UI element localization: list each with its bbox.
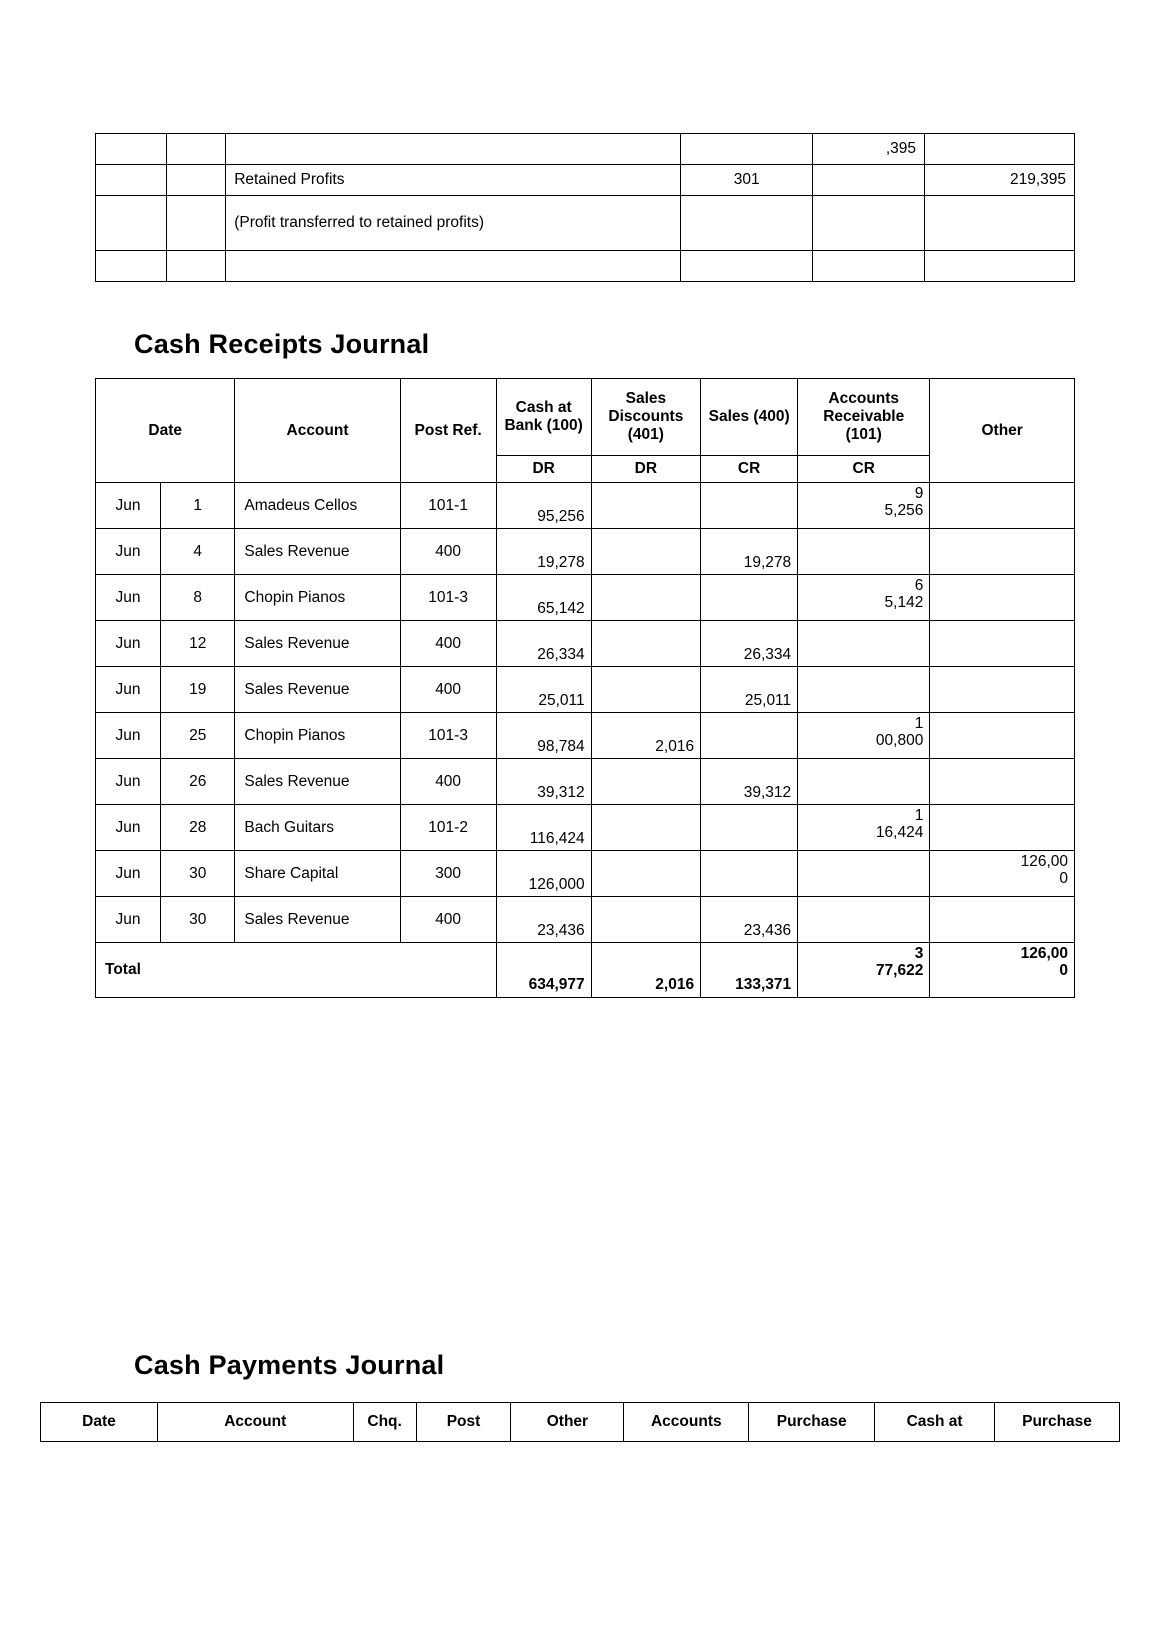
cell-sales: 39,312: [701, 759, 798, 805]
cell-sales: [701, 483, 798, 529]
cell-cash: 23,436: [496, 897, 591, 943]
cell-day: 26: [161, 759, 235, 805]
cell-account: Chopin Pianos: [235, 713, 400, 759]
cell-account: Chopin Pianos: [235, 575, 400, 621]
total-cash: 634,977: [496, 943, 591, 998]
cell-account: [226, 251, 681, 282]
cell-month: Jun: [96, 805, 161, 851]
cell-credit: 219,395: [925, 165, 1075, 196]
cell-day: 30: [161, 851, 235, 897]
cell-discount: [591, 575, 700, 621]
total-other: [930, 943, 1075, 998]
cell-month: Jun: [96, 529, 161, 575]
cell-other-part2: 0: [1059, 870, 1068, 888]
cell-post-ref: 400: [400, 667, 496, 713]
cell-month: Jun: [96, 575, 161, 621]
cell-cash: 126,000: [496, 851, 591, 897]
header-cash-at: Cash at: [875, 1403, 995, 1442]
cell-discount: [591, 851, 700, 897]
table-row: [96, 713, 1075, 759]
header-sales: Sales (400): [701, 379, 798, 456]
cell-cash: 98,784: [496, 713, 591, 759]
header-accounts-receivable: Accounts Receivable (101): [798, 379, 930, 456]
table-row: [96, 251, 1075, 282]
cell-cash: 19,278: [496, 529, 591, 575]
cell-post-ref: 400: [400, 529, 496, 575]
cell-other: [930, 851, 1075, 897]
cell-ar-part2: 16,424: [875, 824, 924, 842]
cell-post-ref: 101-3: [400, 713, 496, 759]
cell-ar-part1: 1: [914, 715, 924, 732]
cell-ar-part1: 9: [914, 485, 924, 502]
cell-accounts-receivable: [798, 483, 930, 529]
cell-day: 12: [161, 621, 235, 667]
header-other: Other: [511, 1403, 624, 1442]
cell-sales: 19,278: [701, 529, 798, 575]
table-row: [96, 897, 1075, 943]
cell-cash: 25,011: [496, 667, 591, 713]
total-label: Total: [96, 943, 497, 998]
cell-other: [930, 713, 1075, 759]
cell-discount: [591, 667, 700, 713]
cell-month: Jun: [96, 851, 161, 897]
cell-cash: 116,424: [496, 805, 591, 851]
cell-accounts-receivable: [798, 851, 930, 897]
cell-sales: 25,011: [701, 667, 798, 713]
cell-credit: [925, 196, 1075, 251]
cell-post-ref: 301: [681, 165, 813, 196]
table-row: [96, 851, 1075, 897]
cell-post-ref: 400: [400, 621, 496, 667]
cell-sales: 26,334: [701, 621, 798, 667]
journal-fragment-table: [95, 133, 1075, 282]
cell-account: Retained Profits: [226, 165, 681, 196]
cell-cash: 39,312: [496, 759, 591, 805]
cell-post-ref: [681, 251, 813, 282]
total-accounts-receivable: [798, 943, 930, 998]
cell-other: [930, 667, 1075, 713]
table-row: [96, 529, 1075, 575]
table-row: [96, 621, 1075, 667]
header-purchase-2: Purchase: [995, 1403, 1120, 1442]
cell-account: Bach Guitars: [235, 805, 400, 851]
cell-blank-b: [167, 134, 226, 165]
cell-post-ref: [681, 196, 813, 251]
total-ar-part2: 77,622: [875, 962, 924, 980]
header-ar-cr: CR: [798, 456, 930, 483]
cell-blank-a: [96, 251, 167, 282]
cell-credit: [925, 134, 1075, 165]
cash-payments-journal-table: [40, 1402, 1120, 1442]
cell-blank-a: [96, 196, 167, 251]
cell-month: Jun: [96, 713, 161, 759]
cell-month: Jun: [96, 897, 161, 943]
header-account: Account: [157, 1403, 353, 1442]
cell-account: Sales Revenue: [235, 897, 400, 943]
header-discount-dr: DR: [591, 456, 700, 483]
cell-day: 8: [161, 575, 235, 621]
cell-blank-b: [167, 196, 226, 251]
cell-accounts-receivable: [798, 805, 930, 851]
cell-day: 30: [161, 897, 235, 943]
cell-accounts-receivable: [798, 529, 930, 575]
header-post-ref: Post Ref.: [400, 379, 496, 483]
cell-ar-part1: 6: [914, 577, 924, 594]
header-purchase: Purchase: [749, 1403, 875, 1442]
cell-debit: [813, 251, 925, 282]
cell-account: [226, 134, 681, 165]
total-ar-part1: 3: [914, 945, 924, 962]
cell-accounts-receivable: [798, 621, 930, 667]
cell-month: Jun: [96, 483, 161, 529]
table-row: [96, 805, 1075, 851]
cell-accounts-receivable: [798, 713, 930, 759]
cell-credit: [925, 251, 1075, 282]
total-other-part2: 0: [1059, 962, 1068, 980]
cell-account: Sales Revenue: [235, 759, 400, 805]
cell-account: Amadeus Cellos: [235, 483, 400, 529]
total-sales: 133,371: [701, 943, 798, 998]
cell-other: [930, 759, 1075, 805]
cell-discount: [591, 529, 700, 575]
cell-other: [930, 529, 1075, 575]
cell-debit: [813, 196, 925, 251]
header-date: Date: [96, 379, 235, 483]
header-cash-dr: DR: [496, 456, 591, 483]
cell-sales: [701, 851, 798, 897]
header-post: Post: [416, 1403, 511, 1442]
table-row: [96, 134, 1075, 165]
cell-ar-part2: 5,256: [884, 502, 924, 520]
table-row: [96, 196, 1075, 251]
cell-month: Jun: [96, 667, 161, 713]
header-accounts: Accounts: [624, 1403, 749, 1442]
cell-discount: [591, 759, 700, 805]
cell-day: 4: [161, 529, 235, 575]
cell-other: [930, 575, 1075, 621]
cell-account: Sales Revenue: [235, 529, 400, 575]
cell-blank-a: [96, 165, 167, 196]
table-total-row: [96, 943, 1075, 998]
cell-other: [930, 483, 1075, 529]
cell-post-ref: 300: [400, 851, 496, 897]
total-other-part1: 126,00: [1020, 945, 1068, 962]
table-header-row: [96, 379, 1075, 456]
cell-accounts-receivable: [798, 667, 930, 713]
cell-other: [930, 897, 1075, 943]
cell-day: 28: [161, 805, 235, 851]
cell-day: 19: [161, 667, 235, 713]
cell-post-ref: 101-3: [400, 575, 496, 621]
header-account: Account: [235, 379, 400, 483]
total-discount: 2,016: [591, 943, 700, 998]
header-sales-cr: CR: [701, 456, 798, 483]
table-row: [96, 483, 1075, 529]
cash-receipts-journal-title: Cash Receipts Journal: [134, 329, 430, 359]
cell-ar-part2: 5,142: [884, 594, 924, 612]
cash-receipts-journal-table: [95, 378, 1075, 998]
header-sales-discounts: Sales Discounts (401): [591, 379, 700, 456]
header-cheque: Chq.: [353, 1403, 416, 1442]
cell-narration: (Profit transferred to retained profits): [226, 196, 681, 251]
cell-post-ref: [681, 134, 813, 165]
cell-month: Jun: [96, 621, 161, 667]
cell-cash: 65,142: [496, 575, 591, 621]
table-row: [96, 575, 1075, 621]
cash-payments-journal-title: Cash Payments Journal: [134, 1350, 445, 1380]
table-header-row: [41, 1403, 1120, 1442]
cell-post-ref: 101-2: [400, 805, 496, 851]
cell-cash: 95,256: [496, 483, 591, 529]
cell-month: Jun: [96, 759, 161, 805]
cell-discount: [591, 621, 700, 667]
cell-accounts-receivable: [798, 759, 930, 805]
cell-sales: 23,436: [701, 897, 798, 943]
cell-account: Sales Revenue: [235, 621, 400, 667]
cell-discount: [591, 483, 700, 529]
cell-ar-part2: 00,800: [875, 732, 924, 750]
cell-discount: [591, 897, 700, 943]
table-row: [96, 667, 1075, 713]
table-row: [96, 165, 1075, 196]
cell-discount: 2,016: [591, 713, 700, 759]
cell-other: [930, 621, 1075, 667]
cell-discount: [591, 805, 700, 851]
cell-sales: [701, 575, 798, 621]
header-cash-at-bank: Cash at Bank (100): [496, 379, 591, 456]
table-row: [96, 759, 1075, 805]
cell-day: 25: [161, 713, 235, 759]
cell-other: [930, 805, 1075, 851]
cell-ar-part1: 1: [914, 807, 924, 824]
cell-sales: [701, 805, 798, 851]
cell-post-ref: 400: [400, 759, 496, 805]
cell-cash: 26,334: [496, 621, 591, 667]
cell-blank-b: [167, 251, 226, 282]
cell-account: Sales Revenue: [235, 667, 400, 713]
cell-account: Share Capital: [235, 851, 400, 897]
cell-sales: [701, 713, 798, 759]
cell-accounts-receivable: [798, 897, 930, 943]
header-other: Other: [930, 379, 1075, 483]
cell-blank-b: [167, 165, 226, 196]
cell-post-ref: 101-1: [400, 483, 496, 529]
cell-debit: [813, 165, 925, 196]
cell-post-ref: 400: [400, 897, 496, 943]
cell-other-part1: 126,00: [1020, 853, 1068, 870]
cell-day: 1: [161, 483, 235, 529]
cell-accounts-receivable: [798, 575, 930, 621]
cell-debit: ,395: [813, 134, 925, 165]
cell-blank-a: [96, 134, 167, 165]
header-date: Date: [41, 1403, 158, 1442]
